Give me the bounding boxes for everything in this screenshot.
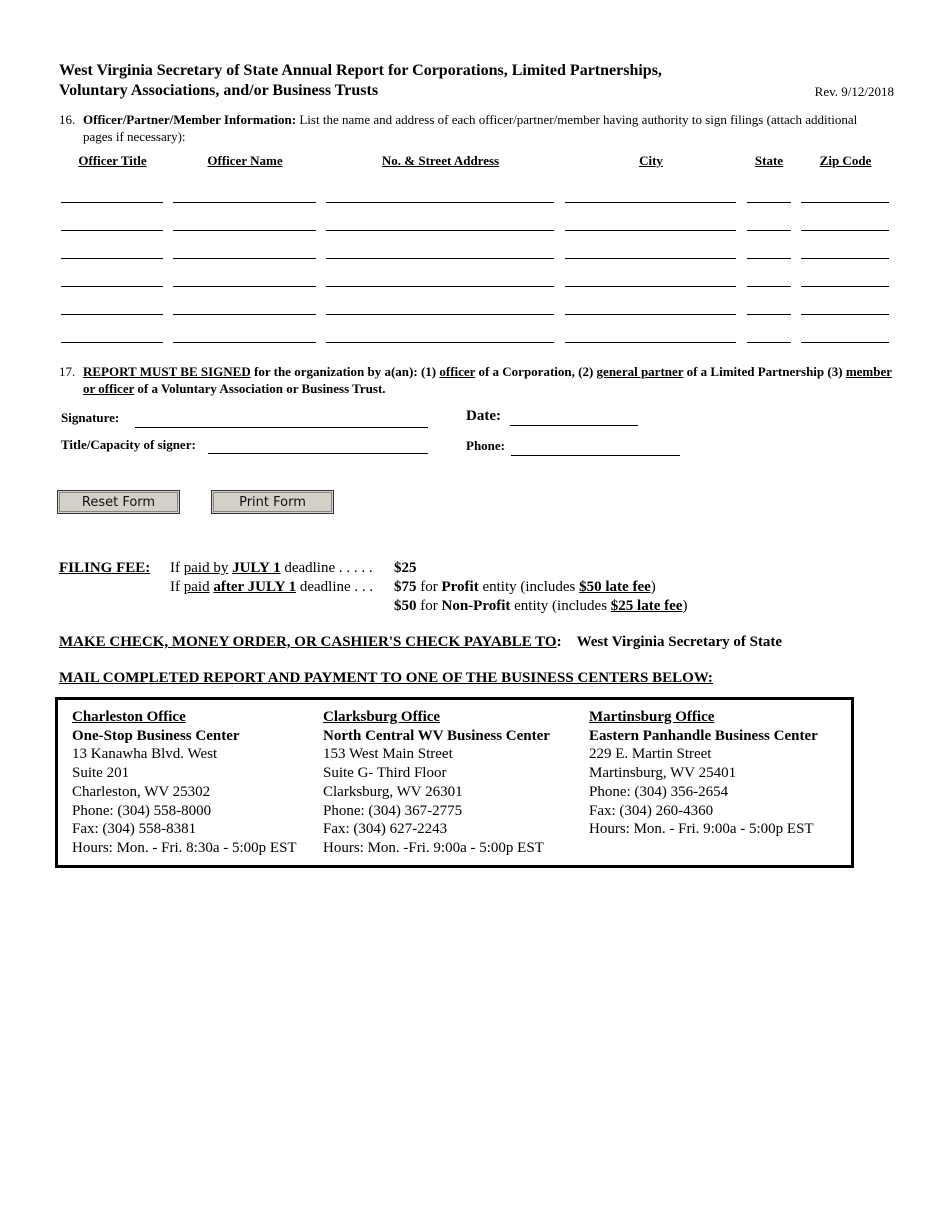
- office-martinsburg: [589, 708, 818, 839]
- office-line: Fax: (304) 260-4360: [589, 802, 714, 819]
- fee-text: deadline . . . . .: [280, 560, 373, 576]
- title-capacity-label: Title/Capacity of signer:: [61, 437, 196, 452]
- office-line: Phone: (304) 367-2775: [323, 802, 463, 819]
- office-clarksburg: [323, 708, 550, 858]
- form-title: [59, 61, 662, 101]
- signature-label: Signature:: [61, 410, 120, 425]
- phone-field[interactable]: [511, 455, 680, 456]
- zip-code-field[interactable]: [801, 314, 889, 315]
- city-field[interactable]: [565, 342, 736, 343]
- report-must-be-signed: REPORT MUST BE SIGNED: [83, 364, 251, 379]
- fee-text: ): [650, 579, 656, 595]
- city-field[interactable]: [565, 202, 736, 203]
- fee-amount-on-time: $25: [394, 560, 417, 576]
- fee-text: ): [682, 598, 688, 614]
- zip-code-field[interactable]: [801, 342, 889, 343]
- city-field[interactable]: [565, 314, 736, 315]
- office-name: Clarksburg Office: [323, 709, 441, 725]
- officer-title-field[interactable]: [61, 342, 163, 343]
- city-field[interactable]: [565, 258, 736, 259]
- officer-title-field[interactable]: [61, 286, 163, 287]
- fee-text: for: [416, 598, 442, 614]
- fee-late-nonprofit: $25 late fee: [610, 598, 683, 614]
- street-address-field[interactable]: [326, 202, 554, 203]
- officer-name-field[interactable]: [173, 314, 316, 315]
- section-17-number: 17.: [59, 364, 76, 379]
- street-address-field[interactable]: [326, 342, 554, 343]
- fee-text: for: [416, 579, 442, 595]
- office-charleston: [72, 708, 297, 858]
- payable-label: MAKE CHECK, MONEY ORDER, OR CASHIER'S CHECK PAYABLE TO: [59, 634, 557, 650]
- fee-type-nonprofit: Non-Profit: [441, 598, 511, 614]
- officer-title-field[interactable]: [61, 258, 163, 259]
- section-16-number: 16.: [59, 112, 76, 127]
- state-field[interactable]: [747, 202, 791, 203]
- officer-name-field[interactable]: [173, 258, 316, 259]
- zip-code-field[interactable]: [801, 286, 889, 287]
- office-line: 229 E. Martin Street: [589, 746, 712, 763]
- office-line: Fax: (304) 627-2243: [323, 821, 448, 838]
- office-center: North Central WV Business Center: [323, 727, 550, 744]
- officer-title-field[interactable]: [61, 202, 163, 203]
- office-line: Hours: Mon. - Fri. 8:30a - 5:00p EST: [72, 839, 297, 856]
- officer-title-field[interactable]: [61, 230, 163, 231]
- section-17-officer: officer: [439, 364, 476, 379]
- section-16-label: Officer/Partner/Member Information:: [83, 112, 297, 127]
- date-field[interactable]: [510, 425, 638, 426]
- section-17-instructions: [59, 363, 899, 397]
- street-address-field[interactable]: [326, 230, 554, 231]
- street-address-field[interactable]: [326, 314, 554, 315]
- fee-text: entity (includes: [510, 598, 611, 614]
- state-field[interactable]: [747, 258, 791, 259]
- revision-date: Rev. 9/12/2018: [814, 84, 894, 99]
- title-capacity-field[interactable]: [208, 453, 428, 454]
- form-title-line2: Voluntary Associations, and/or Business Trusts: [59, 82, 379, 99]
- office-line: Clarksburg, WV 26301: [323, 783, 463, 800]
- section-16-instructions: [59, 111, 879, 145]
- office-line: Hours: Mon. - Fri. 9:00a - 5:00p EST: [589, 821, 814, 838]
- fee-row-late: [170, 578, 373, 597]
- mail-heading: MAIL COMPLETED REPORT AND PAYMENT TO ONE OF THE BUSINESS CENTERS BELOW:: [59, 670, 713, 686]
- section-17-text: of a Limited Partnership (3): [683, 364, 846, 379]
- section-17-text: for the organization by a(an): (1): [250, 364, 440, 379]
- fee-text: deadline . . .: [296, 579, 374, 595]
- fee-amount-nonprofit: $50: [394, 598, 417, 614]
- section-17-text: of a Corporation, (2): [475, 364, 597, 379]
- zip-code-field[interactable]: [801, 258, 889, 259]
- fee-text: If: [170, 579, 184, 595]
- payable-to-line: [59, 634, 782, 651]
- section-17-general-partner: general partner: [596, 364, 684, 379]
- state-field[interactable]: [747, 286, 791, 287]
- street-address-field[interactable]: [326, 286, 554, 287]
- payee-name: West Virginia Secretary of State: [576, 634, 783, 650]
- office-line: Charleston, WV 25302: [72, 783, 211, 800]
- office-line: Fax: (304) 558-8381: [72, 821, 197, 838]
- phone-label: Phone:: [466, 438, 505, 453]
- state-field[interactable]: [747, 230, 791, 231]
- officer-title-field[interactable]: [61, 314, 163, 315]
- office-line: Phone: (304) 356-2654: [589, 783, 729, 800]
- office-line: Phone: (304) 558-8000: [72, 802, 212, 819]
- fee-row-nonprofit: [394, 597, 687, 616]
- signature-field[interactable]: [135, 427, 428, 428]
- fee-row-on-time: [170, 559, 373, 578]
- form-title-line1: West Virginia Secretary of State Annual Report for Corporations, Limited Partnerships,: [59, 62, 662, 79]
- business-centers-box: [55, 697, 854, 868]
- state-field[interactable]: [747, 342, 791, 343]
- office-line: Hours: Mon. -Fri. 9:00a - 5:00p EST: [323, 839, 544, 856]
- office-center: One-Stop Business Center: [72, 727, 240, 744]
- zip-code-field[interactable]: [801, 202, 889, 203]
- street-address-field[interactable]: [326, 258, 554, 259]
- fee-paid: paid: [183, 579, 210, 595]
- officer-name-field[interactable]: [173, 342, 316, 343]
- fee-text: entity (includes: [478, 579, 580, 595]
- fee-amount-profit: $75: [394, 579, 417, 595]
- section-16-text: List the name and address of each officer/partner/member having authority to sign filings (attach additional pages if necessary):: [83, 112, 858, 144]
- column-header-officer-name: Officer Name: [207, 153, 283, 168]
- office-line: Suite 201: [72, 765, 130, 782]
- officer-name-field[interactable]: [173, 230, 316, 231]
- state-field[interactable]: [747, 314, 791, 315]
- fee-paid-by: paid by: [183, 560, 229, 576]
- office-name: Charleston Office: [72, 709, 186, 725]
- zip-code-field[interactable]: [801, 230, 889, 231]
- office-name: Martinsburg Office: [589, 709, 715, 725]
- section-17-member-or-officer: member or officer: [83, 364, 893, 396]
- section-17-text: of a Voluntary Association or Business Trust.: [134, 381, 386, 396]
- fee-row-profit: [394, 578, 656, 597]
- officer-name-field[interactable]: [173, 286, 316, 287]
- date-label: Date:: [466, 408, 501, 424]
- office-line: 13 Kanawha Blvd. West: [72, 746, 218, 763]
- column-header-zip-code: Zip Code: [819, 153, 872, 168]
- column-header-state: State: [754, 153, 784, 168]
- reset-form-button[interactable]: Reset Form: [57, 490, 180, 514]
- city-field[interactable]: [565, 230, 736, 231]
- officer-name-field[interactable]: [173, 202, 316, 203]
- fee-text: If: [170, 560, 184, 576]
- filing-fee-label: FILING FEE:: [59, 560, 151, 576]
- fee-late-profit: $50 late fee: [579, 579, 651, 595]
- fee-after-deadline: after JULY 1: [213, 579, 297, 595]
- city-field[interactable]: [565, 286, 736, 287]
- payable-colon: :: [556, 634, 562, 650]
- fee-type-profit: Profit: [441, 579, 479, 595]
- print-form-button[interactable]: Print Form: [211, 490, 334, 514]
- office-center: Eastern Panhandle Business Center: [589, 727, 818, 744]
- column-header-officer-title: Officer Title: [78, 153, 147, 168]
- office-line: Martinsburg, WV 25401: [589, 765, 737, 782]
- column-header-city: City: [639, 153, 663, 168]
- office-line: 153 West Main Street: [323, 746, 453, 763]
- fee-deadline: JULY 1: [232, 560, 281, 576]
- column-header-street-address: No. & Street Address: [381, 153, 500, 168]
- office-line: Suite G- Third Floor: [323, 765, 447, 782]
